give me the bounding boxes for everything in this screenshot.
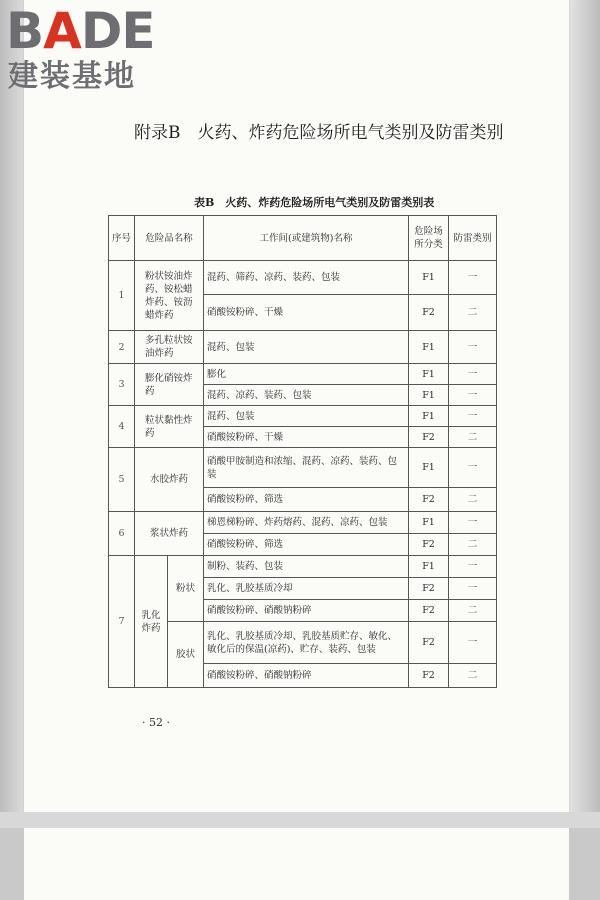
row-seq: 1 [109, 261, 135, 331]
row-workshop: 乳化、乳胶基质冷却 [204, 578, 409, 600]
row-workshop: 硝酸铵粉碎、硝酸钠粉碎 [204, 600, 409, 622]
row-workshop: 混药、筛药、凉药、装药、包装 [204, 261, 409, 295]
row-seq: 6 [109, 512, 135, 556]
row-light: 一 [449, 385, 497, 406]
page-gap [0, 812, 600, 828]
row-name: 粒状黏性炸药 [135, 406, 204, 448]
scan-edge-right [569, 0, 600, 812]
row-workshop: 乳化、乳胶基质冷却、乳胶基质贮存、敏化、敏化后的保温(凉药)、贮存、装药、包装 [204, 622, 409, 664]
row-elec: F1 [409, 364, 449, 385]
row-seq: 5 [109, 448, 135, 512]
appendix-title: 附录B 火药、炸药危险场所电气类别及防雷类别 [134, 123, 504, 143]
header-workshop: 工作间(或建筑物)名称 [204, 216, 409, 261]
row-elec: F1 [409, 556, 449, 578]
row-light: 一 [449, 331, 497, 364]
row-workshop: 硝酸铵粉碎、干燥 [204, 295, 409, 331]
row-light: 二 [449, 664, 497, 688]
bade-logo [6, 4, 176, 96]
table-row [109, 261, 497, 295]
row-light: 一 [449, 556, 497, 578]
row-workshop: 混药、凉药、装药、包装 [204, 385, 409, 406]
row-subgroup: 胶状 [168, 622, 204, 688]
row-elec: F2 [409, 578, 449, 600]
row-name: 多孔粒状铵油炸药 [135, 331, 204, 364]
row-elec: F1 [409, 406, 449, 427]
header-lightning-class: 防雷类别 [449, 216, 497, 261]
row-light: 一 [449, 364, 497, 385]
row-seq: 7 [109, 556, 135, 688]
table-row [109, 556, 497, 578]
header-name: 危险品名称 [135, 216, 204, 261]
row-light: 一 [449, 578, 497, 600]
table-row [109, 406, 497, 427]
row-elec: F1 [409, 512, 449, 534]
table-title: 表B 火药、炸药危险场所电气类别及防雷类别表 [194, 196, 435, 209]
row-workshop: 硝酸铵粉碎、筛选 [204, 488, 409, 512]
row-elec: F2 [409, 488, 449, 512]
logo-subtitle: 建装基地 [8, 59, 136, 94]
header-elec-class: 危险场所分类 [409, 216, 449, 261]
row-name: 膨化硝铵炸药 [135, 364, 204, 406]
row-elec: F2 [409, 622, 449, 664]
row-name: 粉状铵油炸药、铵松蜡炸药、铵沥蜡炸药 [135, 261, 204, 331]
table-row [109, 512, 497, 534]
row-name: 乳化炸药 [135, 556, 168, 688]
row-workshop: 硝酸甲胺制造和浓缩、混药、凉药、装药、包装 [204, 448, 409, 488]
row-elec: F1 [409, 331, 449, 364]
row-seq: 2 [109, 331, 135, 364]
row-workshop: 梯恩梯粉碎、炸药熔药、混药、凉药、包装 [204, 512, 409, 534]
table-row [109, 364, 497, 385]
row-seq: 3 [109, 364, 135, 406]
row-elec: F1 [409, 385, 449, 406]
row-light: 二 [449, 488, 497, 512]
row-elec: F1 [409, 448, 449, 488]
row-name: 浆状炸药 [135, 512, 204, 556]
table-row [109, 622, 497, 664]
header-seq: 序号 [109, 216, 135, 261]
row-light: 一 [449, 448, 497, 488]
row-seq: 4 [109, 406, 135, 448]
row-workshop: 制粉、装药、包装 [204, 556, 409, 578]
table-row [109, 331, 497, 364]
page-number: · 52 · [142, 716, 170, 729]
scan-edge-left [0, 0, 24, 812]
row-elec: F2 [409, 427, 449, 448]
row-elec: F2 [409, 664, 449, 688]
row-elec: F1 [409, 261, 449, 295]
next-page [24, 828, 569, 900]
row-light: 二 [449, 295, 497, 331]
table-header-row [109, 216, 497, 261]
row-light: 一 [449, 512, 497, 534]
row-subgroup: 粉状 [168, 556, 204, 622]
logo-wordmark: BADE [6, 2, 155, 60]
row-workshop: 硝酸铵粉碎、筛选 [204, 534, 409, 556]
row-light: 二 [449, 534, 497, 556]
row-workshop: 硝酸铵粉碎、硝酸钠粉碎 [204, 664, 409, 688]
row-workshop: 膨化 [204, 364, 409, 385]
row-name: 水胶炸药 [135, 448, 204, 512]
row-light: 二 [449, 427, 497, 448]
row-light: 一 [449, 261, 497, 295]
row-workshop: 混药、包装 [204, 331, 409, 364]
row-elec: F2 [409, 600, 449, 622]
row-light: 二 [449, 600, 497, 622]
row-elec: F2 [409, 534, 449, 556]
row-elec: F2 [409, 295, 449, 331]
table-row [109, 448, 497, 488]
row-workshop: 混药、包装 [204, 406, 409, 427]
row-light: 一 [449, 622, 497, 664]
row-light: 一 [449, 406, 497, 427]
hazard-classification-table [108, 215, 497, 688]
row-workshop: 硝酸铵粉碎、干燥 [204, 427, 409, 448]
